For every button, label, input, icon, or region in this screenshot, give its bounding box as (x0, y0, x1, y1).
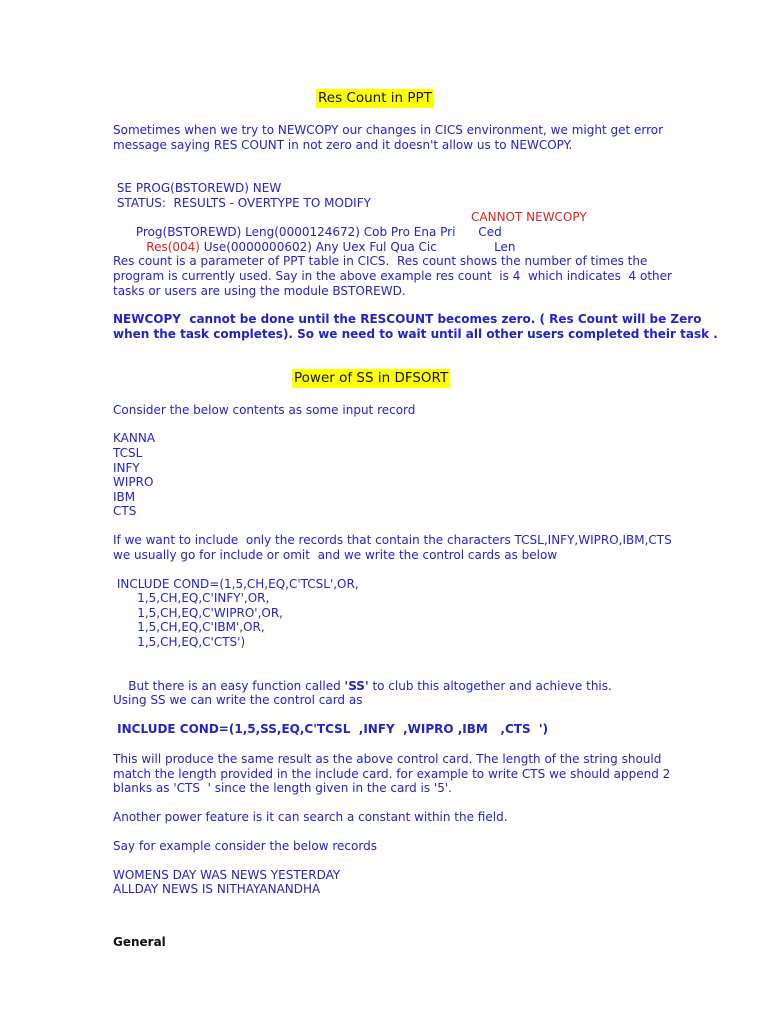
note-line-1: NEWCOPY cannot be done until the RESCOUNT becomes zero. ( Res Count will be Zero (113, 312, 702, 326)
ss-keyword: 'SS' (344, 679, 369, 693)
cannot-newcopy-error: CANNOT NEWCOPY (471, 210, 587, 224)
record-3: INFY (113, 461, 140, 475)
record-4: WIPRO (113, 475, 154, 489)
control-card-line-1: INCLUDE COND=(1,5,CH,EQ,C'TCSL',OR, (113, 577, 359, 591)
general-heading: General (113, 935, 166, 949)
record-1: KANNA (113, 431, 156, 445)
record-5: IBM (113, 490, 136, 504)
screen-line-4-text: Use(0000000602) Any Uex Ful Qua Cic Len (199, 240, 516, 254)
screen-line-1: SE PROG(BSTOREWD) NEW (113, 181, 282, 195)
screen-line-2: STATUS: RESULTS - OVERTYPE TO MODIFY (113, 196, 371, 210)
consider-text: Consider the below contents as some input record (113, 403, 416, 417)
heading-res-count: Res Count in PPT (318, 90, 432, 106)
note-line-2: when the task completes). So we need to wait until all other users completed their task . (113, 327, 718, 341)
easy-function-pre: But there is an easy function called (128, 679, 345, 693)
control-card-line-4: 1,5,CH,EQ,C'IBM',OR, (80, 620, 265, 634)
record2-2: ALLDAY NEWS IS NITHAYANANDHA (113, 882, 321, 896)
explain-line-3: tasks or users are using the module BSTOREWD. (113, 284, 406, 298)
result-line-1: This will produce the same result as the above control card. The length of the string should (113, 752, 662, 766)
intro-line-2: message saying RES COUNT in not zero and it doesn't allow us to NEWCOPY. (113, 138, 573, 152)
intro-line-1: Sometimes when we try to NEWCOPY our changes in CICS environment, we might get error (113, 123, 664, 137)
include-intro-line-1: If we want to include only the records that contain the characters TCSL,INFY,WIPRO,IBM,CTS (113, 533, 672, 547)
record-6: CTS (113, 504, 137, 518)
res-count-value: Res(004) (146, 240, 200, 254)
explain-line-2: program is currently used. Say in the above example res count is 4 which indicates 4 other (113, 269, 672, 283)
another-feature-text: Another power feature is it can search a constant within the field. (113, 810, 508, 824)
explain-line-1: Res count is a parameter of PPT table in CICS. Res count shows the number of times the (113, 254, 648, 268)
heading-power-of-ss: Power of SS in DFSORT (294, 370, 449, 386)
control-card-line-3: 1,5,CH,EQ,C'WIPRO',OR, (80, 606, 283, 620)
result-line-2: match the length provided in the include card. for example to write CTS we should append 2 (113, 767, 671, 781)
screen-line-3-text: Prog(BSTOREWD) Leng(0000124672) Cob Pro Ena Pri Ced (128, 225, 502, 239)
include-intro-line-2: we usually go for include or omit and we write the control cards as below (113, 548, 558, 562)
control-card-line-2: 1,5,CH,EQ,C'INFY',OR, (80, 591, 270, 605)
control-card-line-5: 1,5,CH,EQ,C'CTS') (80, 635, 246, 649)
result-line-3: blanks as 'CTS ' since the length given in the card is '5'. (113, 781, 452, 795)
record2-1: WOMENS DAY WAS NEWS YESTERDAY (113, 868, 341, 882)
using-ss-text: Using SS we can write the control card as (113, 693, 363, 707)
easy-function-post: to club this altogether and achieve this. (368, 679, 612, 693)
say-example-text: Say for example consider the below records (113, 839, 377, 853)
record-2: TCSL (113, 446, 143, 460)
ss-control-card: INCLUDE COND=(1,5,SS,EQ,C'TCSL ,INFY ,WIPRO ,IBM ,CTS ') (113, 722, 549, 736)
